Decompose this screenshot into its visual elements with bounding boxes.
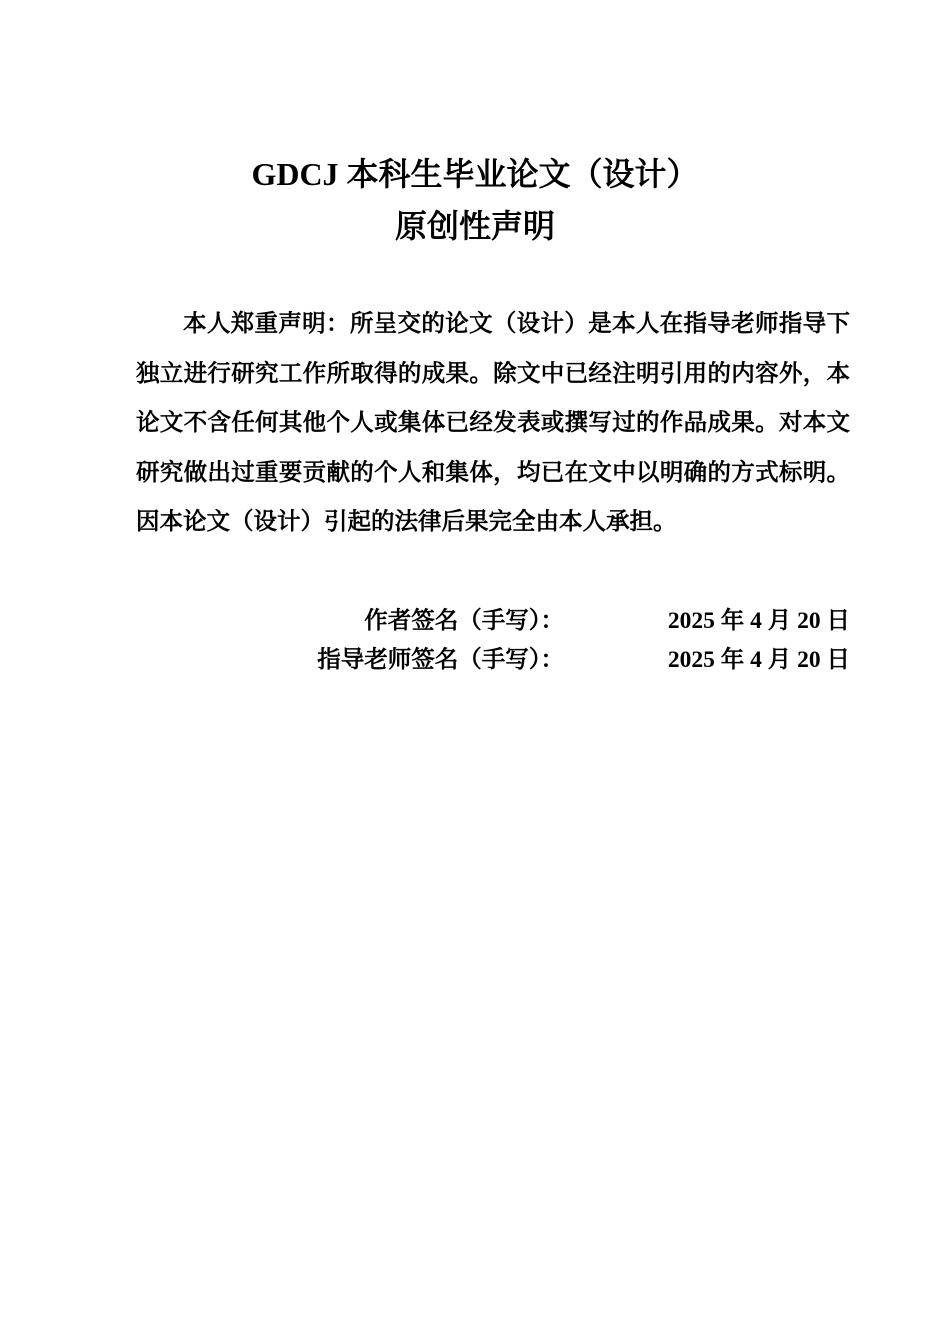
author-signature-row — [136, 602, 850, 641]
advisor-signature-row — [136, 641, 850, 680]
title-line-2: 原创性声明 — [394, 208, 555, 244]
declaration-paragraph: 本人郑重声明：所呈交的论文（设计）是本人在指导老师指导下独立进行研究工作所取得的成果。除文中已经注明引用的内容外，本论文不含任何其他个人或集体已经发表或撰写过的作品成果。对本文研究做出过重要贡献的个人和集体，均已在文中以明确的方式标明。因本论文（设计）引起的法律后果完全由本人承担。 — [136, 311, 850, 535]
author-signature-date: 2025 年 4 月 20 日 — [667, 608, 850, 634]
advisor-signature-label: 指导老师签名（手写）： — [317, 647, 564, 673]
signature-section — [136, 602, 850, 680]
author-signature-label: 作者签名（手写）： — [364, 608, 564, 634]
page-title — [0, 148, 950, 252]
advisor-signature-date: 2025 年 4 月 20 日 — [667, 647, 850, 673]
title-line-1: GDCJ 本科生毕业论文（设计） — [251, 156, 699, 192]
